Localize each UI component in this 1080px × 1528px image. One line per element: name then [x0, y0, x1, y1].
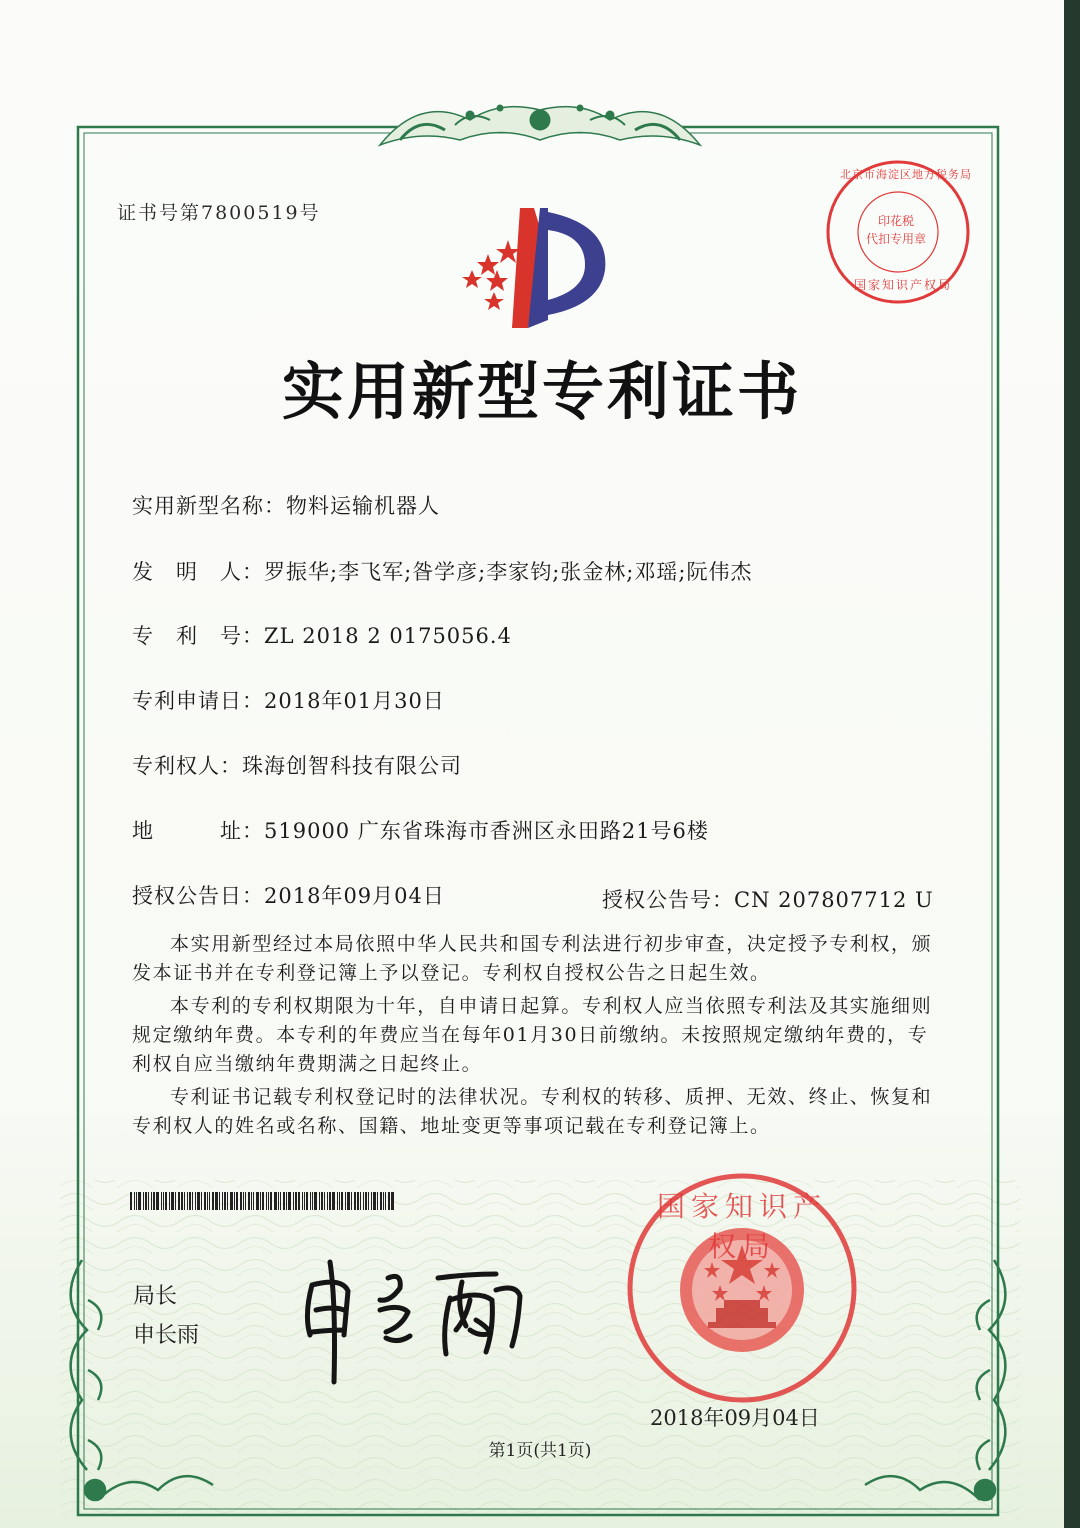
seal-ring-text: 国家知识产权局 — [656, 1190, 827, 1263]
barcode-bar — [187, 1192, 188, 1210]
director-name: 申长雨 — [133, 1323, 200, 1348]
barcode-bar — [337, 1192, 338, 1210]
barcode-bar — [377, 1192, 378, 1210]
barcode-bar — [171, 1192, 174, 1210]
barcode-bar — [227, 1192, 228, 1210]
seal-date: 2018年09月04日 — [650, 1406, 820, 1430]
barcode-bar — [224, 1192, 226, 1210]
barcode-bar — [134, 1192, 135, 1210]
barcode-bar — [178, 1192, 180, 1210]
application-date-label: 专利申请日： — [132, 689, 264, 713]
barcode-bar — [262, 1192, 264, 1210]
barcode-bar — [209, 1192, 210, 1210]
barcode-bar — [332, 1192, 335, 1210]
barcode-bar — [319, 1192, 320, 1210]
scan-edge — [1064, 0, 1080, 1528]
field-address — [132, 815, 709, 845]
barcode-bar — [195, 1192, 196, 1210]
barcode-bar — [153, 1192, 155, 1210]
barcode-bar — [161, 1192, 162, 1210]
barcode-bar — [165, 1192, 167, 1210]
tax-stamp-inner-line2: 代扣专用章 — [866, 232, 927, 246]
barcode-bar — [253, 1192, 254, 1210]
barcode-bar — [312, 1192, 313, 1210]
barcode-bar — [243, 1192, 244, 1210]
body-paragraph-1: 本实用新型经过本局依照中华人民共和国专利法进行初步审查，决定授予专利权，颁发本证书并在专利登记簿上予以登记。专利权自授权公告之日起生效。 — [132, 933, 933, 984]
barcode-bar — [175, 1192, 176, 1210]
barcode-bar — [181, 1192, 183, 1210]
barcode-bar — [383, 1192, 384, 1210]
inventors-label: 发 明 人： — [132, 560, 264, 584]
barcode-bar — [251, 1192, 252, 1210]
barcode-bar — [293, 1192, 294, 1210]
body-paragraph-2: 本专利的专利权期限为十年，自申请日起算。专利权人应当依照专利法及其实施细则规定缴纳年费。本专利的年费应当在每年01月30日前缴纳。未按照规定缴纳年费的，专利权自应当缴纳年费期满之日起终止。 — [132, 995, 933, 1075]
barcode-bar — [283, 1192, 285, 1210]
grant-number-label: 授权公告号： — [602, 888, 734, 912]
barcode-bar — [212, 1192, 214, 1210]
barcode-bar — [230, 1192, 233, 1210]
barcode-bar — [222, 1192, 223, 1210]
barcode-bar — [373, 1192, 376, 1210]
patent-holder-value: 珠海创智科技有限公司 — [242, 754, 462, 778]
tax-stamp-bottom-text: 国家知识产权局 — [854, 278, 953, 292]
field-patent-holder — [132, 750, 462, 780]
patent-number-label: 专 利 号： — [132, 624, 264, 648]
barcode-bar — [327, 1192, 328, 1210]
barcode-bar — [184, 1192, 185, 1210]
barcode-bar — [295, 1192, 297, 1210]
barcode-bar — [298, 1192, 300, 1210]
grant-date-label: 授权公告日： — [132, 884, 264, 908]
barcode-bar — [274, 1192, 277, 1210]
barcode-bar — [192, 1192, 193, 1210]
field-application-date — [132, 685, 445, 715]
barcode-bar — [365, 1192, 367, 1210]
address-label: 地 址： — [132, 819, 264, 843]
application-date-value: 2018年01月30日 — [264, 689, 445, 713]
barcode-bar — [204, 1192, 206, 1210]
barcode-bar — [304, 1192, 305, 1210]
barcode-bar — [345, 1192, 346, 1210]
barcode-bar — [280, 1192, 281, 1210]
barcode-bar — [288, 1192, 291, 1210]
barcode-bar — [151, 1192, 152, 1210]
barcode-bar — [368, 1192, 369, 1210]
barcode-bar — [339, 1192, 340, 1210]
barcode — [130, 1192, 394, 1210]
barcode-bar — [245, 1192, 246, 1210]
barcode-bar — [138, 1192, 141, 1210]
wave-guilloche — [60, 1180, 1020, 1520]
barcode-bar — [380, 1192, 382, 1210]
field-patent-number — [132, 620, 512, 650]
barcode-bar — [357, 1192, 359, 1210]
barcode-bar — [234, 1192, 235, 1210]
grant-date-value: 2018年09月04日 — [264, 884, 445, 908]
inventors-value: 罗振华;李飞军;昝学彦;李家钧;张金林;邓瑶;阮伟杰 — [264, 560, 753, 584]
field-grant-date — [132, 880, 445, 910]
barcode-bar — [321, 1192, 323, 1210]
barcode-bar — [341, 1192, 343, 1210]
barcode-bar — [236, 1192, 238, 1210]
barcode-bar — [324, 1192, 325, 1210]
barcode-bar — [156, 1192, 159, 1210]
barcode-bar — [314, 1192, 317, 1210]
field-inventors — [132, 556, 752, 586]
barcode-bar — [130, 1192, 132, 1210]
barcode-bar — [143, 1192, 144, 1210]
barcode-bar — [163, 1192, 164, 1210]
barcode-bar — [329, 1192, 331, 1210]
barcode-bar — [148, 1192, 149, 1210]
field-utility-name — [132, 490, 440, 520]
barcode-bar — [201, 1192, 202, 1210]
barcode-bar — [215, 1192, 218, 1210]
barcode-bar — [240, 1192, 242, 1210]
barcode-bar — [360, 1192, 361, 1210]
barcode-bar — [207, 1192, 208, 1210]
barcode-bar — [388, 1192, 390, 1210]
barcode-bar — [189, 1192, 191, 1210]
director-title: 局长 — [133, 1284, 178, 1309]
barcode-bar — [391, 1192, 394, 1210]
patent-holder-label: 专利权人： — [132, 754, 242, 778]
patent-number-value: ZL 2018 2 0175056.4 — [264, 624, 512, 648]
field-grant-number — [602, 884, 934, 914]
barcode-bar — [302, 1192, 303, 1210]
barcode-bar — [248, 1192, 250, 1210]
barcode-bar — [260, 1192, 261, 1210]
barcode-bar — [354, 1192, 356, 1210]
barcode-bar — [371, 1192, 372, 1210]
grant-number-value: CN 207807712 U — [734, 888, 934, 912]
barcode-bar — [351, 1192, 352, 1210]
address-value: 519000 广东省珠海市香洲区永田路21号6楼 — [264, 819, 709, 843]
barcode-bar — [219, 1192, 220, 1210]
barcode-bar — [278, 1192, 279, 1210]
body-paragraph-3: 专利证书记载专利权登记时的法律状况。专利权的转移、质押、无效、终止、恢复和专利权人的姓名或名称、国籍、地址变更等事项记载在专利登记簿上。 — [132, 1086, 933, 1137]
barcode-bar — [169, 1192, 170, 1210]
certificate-title: 实用新型专利证书 — [282, 355, 803, 428]
barcode-bar — [385, 1192, 386, 1210]
barcode-bar — [270, 1192, 272, 1210]
barcode-bar — [145, 1192, 147, 1210]
tax-stamp-ring-text: 北京市海淀区地方税务局 — [840, 168, 972, 181]
tax-stamp-inner-line1: 印花税 — [878, 214, 915, 228]
certificate-number: 证书号第7800519号 — [117, 202, 321, 224]
barcode-bar — [310, 1192, 311, 1210]
barcode-bar — [286, 1192, 287, 1210]
barcode-bar — [256, 1192, 259, 1210]
barcode-bar — [347, 1192, 350, 1210]
barcode-bar — [197, 1192, 200, 1210]
barcode-bar — [266, 1192, 267, 1210]
utility-name-value: 物料运输机器人 — [286, 494, 440, 518]
barcode-bar — [306, 1192, 308, 1210]
utility-name-label: 实用新型名称： — [132, 494, 286, 518]
barcode-bar — [363, 1192, 364, 1210]
barcode-bar — [268, 1192, 269, 1210]
barcode-bar — [136, 1192, 137, 1210]
page-footer: 第1页(共1页) — [488, 1441, 592, 1461]
